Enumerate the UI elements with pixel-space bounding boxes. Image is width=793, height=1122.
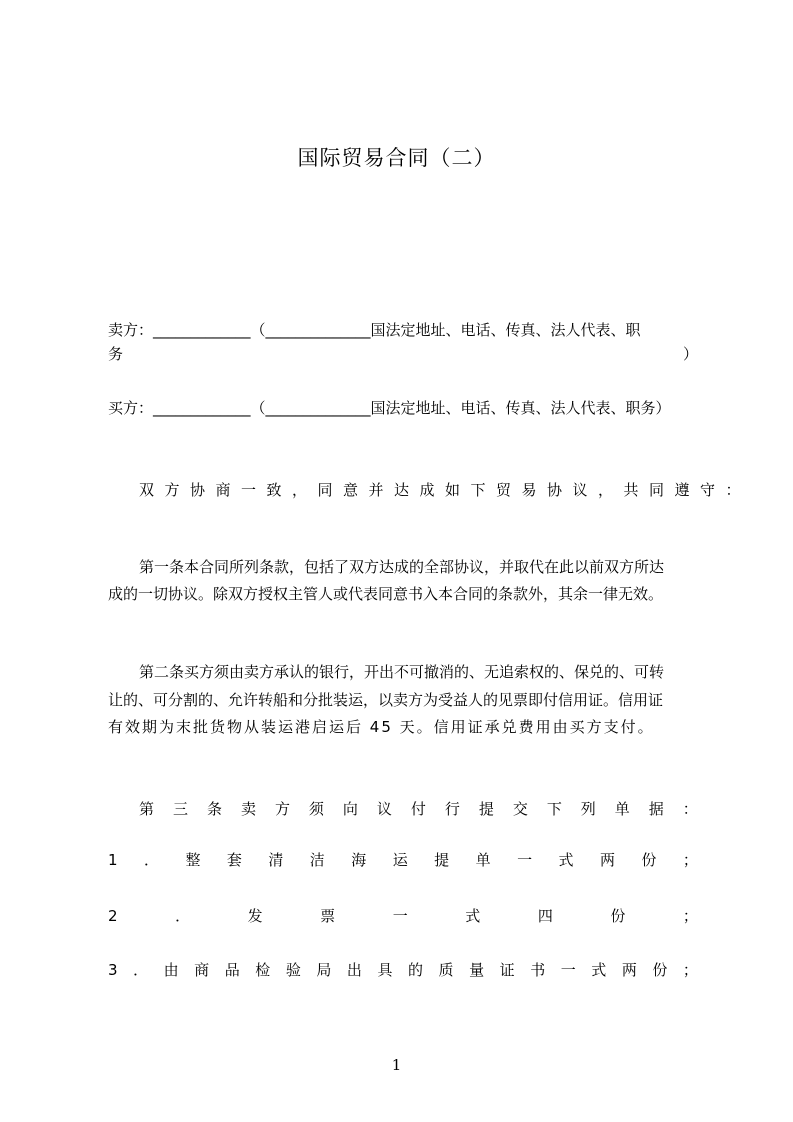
- text-char: 整: [185, 851, 201, 869]
- article-2-line-3: 有效期为末批货物从装运港启运后 45 天。信用证承兑费用由买方支付。: [108, 718, 655, 736]
- text-char: 一: [517, 851, 533, 869]
- text-char: 海: [351, 851, 367, 869]
- text-char: 条: [206, 800, 222, 818]
- text-char: 交: [512, 800, 528, 818]
- text-char: 据: [648, 800, 664, 818]
- article-3-heading: [139, 799, 698, 819]
- text-char: 3: [108, 961, 118, 979]
- article-3-item-2: [108, 906, 698, 926]
- text-char: 一: [392, 907, 408, 925]
- text-char: 第: [139, 800, 155, 818]
- text-char: ．: [133, 961, 149, 979]
- text-char: 由: [163, 961, 179, 979]
- text-char: 品: [224, 961, 240, 979]
- text-char: ；: [682, 907, 698, 925]
- text-char: 票: [320, 907, 336, 925]
- article-3-item-3: [108, 960, 698, 980]
- text-char: 份: [652, 961, 668, 979]
- seller-line-2-left: 务: [108, 345, 124, 363]
- seller-line-2-right: ）: [682, 345, 698, 363]
- text-char: 1: [108, 851, 118, 869]
- text-char: 两: [621, 961, 637, 979]
- text-char: 洁: [309, 851, 325, 869]
- text-char: 单: [475, 851, 491, 869]
- article-1-line-2: 成的一切协议。除双方授权主管人或代表同意书入本合同的条款外，其余一律无效。: [108, 585, 664, 603]
- article-2-line-2: 让的、可分割的、允许转船和分批装运，以卖方为受益人的见票即付信用证。信用证: [108, 691, 664, 709]
- article-3-item-1: [108, 850, 698, 870]
- text-char: ．: [175, 907, 191, 925]
- text-char: 清: [268, 851, 284, 869]
- text-char: 行: [444, 800, 460, 818]
- text-char: 须: [308, 800, 324, 818]
- text-char: 式: [558, 851, 574, 869]
- text-char: 四: [537, 907, 553, 925]
- text-char: 式: [591, 961, 607, 979]
- text-char: 卖: [240, 800, 256, 818]
- article-2-line-1: 第二条买方须由卖方承认的银行，开出不可撤消的、无追索权的、保兑的、可转: [139, 663, 665, 681]
- buyer-line: 买方：_____________（______________国法定地址、电话、传真、法人代表、职务）: [108, 399, 671, 417]
- text-char: 运: [392, 851, 408, 869]
- text-char: 单: [614, 800, 630, 818]
- text-char: ．: [143, 851, 159, 869]
- intro-paragraph: 双方协商一致，同意并达成如下贸易协议，共同遵守：: [139, 481, 752, 499]
- text-char: 份: [641, 851, 657, 869]
- text-char: 提: [478, 800, 494, 818]
- text-char: 检: [255, 961, 271, 979]
- text-char: 三: [172, 800, 188, 818]
- text-char: 2: [108, 907, 118, 925]
- text-char: 商: [194, 961, 210, 979]
- text-char: 发: [247, 907, 263, 925]
- text-char: 出: [346, 961, 362, 979]
- text-char: 的: [408, 961, 424, 979]
- text-char: 质: [438, 961, 454, 979]
- text-char: 套: [226, 851, 242, 869]
- text-char: 式: [465, 907, 481, 925]
- text-char: ；: [682, 961, 698, 979]
- text-char: 两: [599, 851, 615, 869]
- seller-line-1: 卖方：_____________（______________国法定地址、电话、传真、法人代表、职: [108, 321, 641, 339]
- text-char: 具: [377, 961, 393, 979]
- text-char: 向: [342, 800, 358, 818]
- text-char: 列: [580, 800, 596, 818]
- text-char: 份: [610, 907, 626, 925]
- text-char: 证: [499, 961, 515, 979]
- text-char: 议: [376, 800, 392, 818]
- text-char: 提: [434, 851, 450, 869]
- text-char: 局: [316, 961, 332, 979]
- text-char: 量: [469, 961, 485, 979]
- text-char: 验: [285, 961, 301, 979]
- text-char: 下: [546, 800, 562, 818]
- text-char: 方: [274, 800, 290, 818]
- text-char: 书: [530, 961, 546, 979]
- seller-line-2: [108, 344, 698, 364]
- text-char: ：: [682, 800, 698, 818]
- article-1-line-1: 第一条本合同所列条款，包括了双方达成的全部协议，并取代在此以前双方所达: [139, 558, 665, 576]
- text-char: 一: [560, 961, 576, 979]
- text-char: ；: [682, 851, 698, 869]
- page-number: 1: [391, 1056, 402, 1074]
- document-title: 国际贸易合同（二）: [297, 146, 496, 170]
- text-char: 付: [410, 800, 426, 818]
